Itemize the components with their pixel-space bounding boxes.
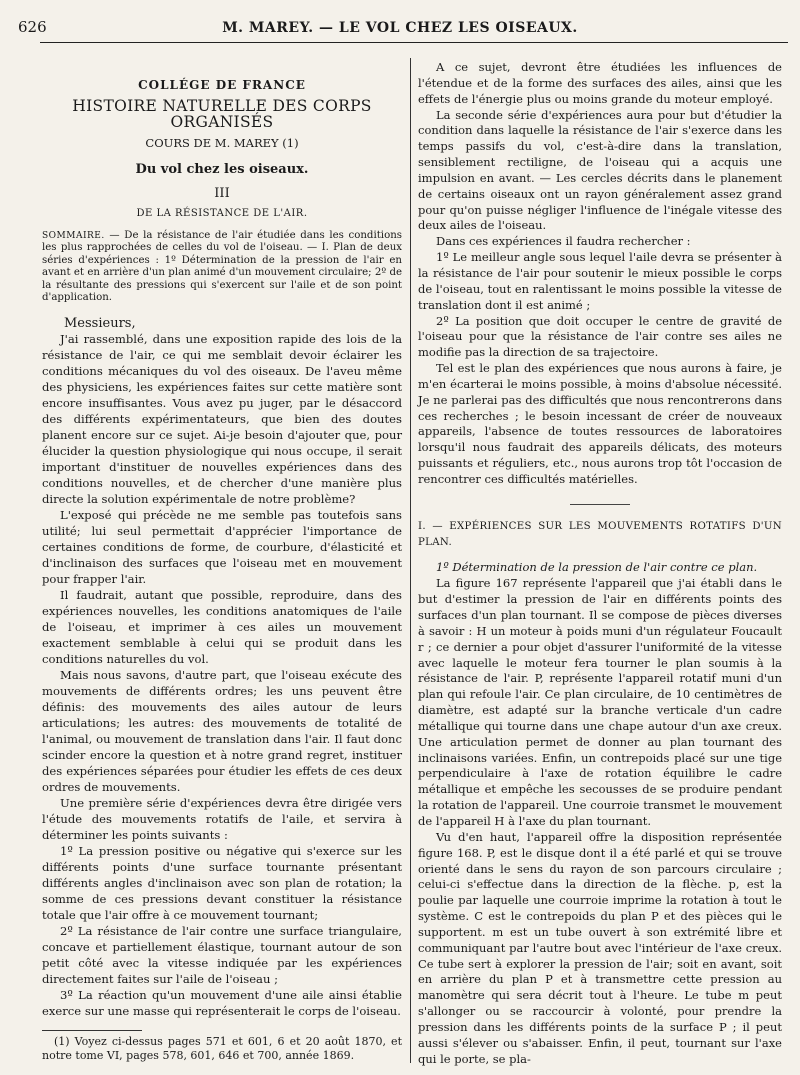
paragraph: 3º La réaction qu'un mouvement d'une aile ainsi établie exerce sur une masse qui représenterait le corps de l'oiseau. <box>42 987 402 1018</box>
right-column <box>418 60 782 1067</box>
paragraph: La figure 167 représente l'appareil que j'ai établi dans le but d'estimer la pression de l'air en différents points des surfaces d'un plan tournant. Il se compose de pièces diverses à savoir : H un moteur à poids muni d'un régulateur Foucault r ; ce dernier a pour objet d'assurer l'uniformité de la vitesse avec laquelle le moteur fera tourner le plan soumis à la résistance de l'air. P, représente l'appareil rotatif muni d'un plan qui refoule l'air. Ce plan circulaire, de 10 centimètres de diamètre, est adapté sur la branche verticale d'un cadre métallique qui tourne dans une chape autour d'un axe creux. Une articulation permet de donner au plan tournant des inclinaisons variées. Enfin, un contrepoids placé sur une tige perpendiculaire à l'axe de rotation équilibre le cadre métallique et empêche les secousses de se produire pendant la rotation de l'appareil. Une courroie transmet le mouvement de l'appareil H à l'axe du plan tournant. <box>418 576 782 828</box>
lecture-number: III <box>214 185 230 201</box>
subsection-title: 1º Détermination de la pression de l'air contre ce plan. <box>436 560 758 575</box>
section-heading-right: I. — EXPÉRIENCES SUR LES MOUVEMENTS ROTATIFS D'UN PLAN. <box>418 520 782 548</box>
paragraph: Mais nous savons, d'autre part, que l'oiseau exécute des mouvements de différents ordres; les uns peuvent être définis: des mouvements des ailes autour de leurs articulations; les autres: des mouvements de totalité de l'animal, ou mouvement de translation dans l'air. Il faut donc scinder encore la question et à notre grand regret, instituer des expériences séparées pour étudier les effets de ces deux ordres de mouvements. <box>42 667 402 794</box>
paragraph: Une première série d'expériences devra être dirigée vers l'étude des mouvements rotatifs de l'aile, et servira à déterminer les points suivants : <box>42 795 402 842</box>
paragraph: 2º La résistance de l'air contre une surface triangulaire, concave et partiellement élastique, tournant autour de son petit côté avec la vitesse indiquée par les expériences directement faites sur l'aile de l'oiseau ; <box>42 923 402 986</box>
course-title: HISTOIRE NATURELLE DES CORPS ORGANISÉS <box>72 96 372 131</box>
paragraph: Tel est le plan des expériences que nous aurons à faire, je m'en écarterai le moins possible, à moins d'absolue nécessité. Je ne parlerai pas des difficultés que nous rencontrerons dans ces recherches ; le besoin incessant de créer de nouveaux appareils, l'absence de toutes ressources de laboratoires lorsqu'il nous faudrait des appareils délicats, des moteurs puissants et réguliers, etc., nous aurons trop tôt l'occasion de rencontrer ces difficultés matérielles. <box>418 361 782 486</box>
paragraph: 2º La position que doit occuper le centre de gravité de l'oiseau pour que la résistance de l'air contre ses ailes ne modifie pas la direction de sa trajectoire. <box>418 313 782 360</box>
paragraph: Vu d'en haut, l'appareil offre la disposition représentée figure 168. P, est le disque dont il a été parlé et qui se trouve orienté dans le sens du rayon de son parcours circulaire ; celui-ci s'effectue dans la direction de la flèche. p, est la poulie par laquelle une courroie imprime la rotation à tout le système. C est le contrepoids du plan P et des pièces qui le supportent. m est un tube ouvert à son extrémité libre et communiquant par l'autre bout avec l'intérieur de l'axe creux. Ce tube sert à explorer la pression de l'air; soit en avant, soit en arrière du plan P et à transmettre cette pression au manomètre qui sera décrit tout à l'heure. Le tube m peut s'allonger ou se raccourcir à volonté, pour prendre la pression dans les différents points de la surface P ; il peut aussi s'élever ou s'abaisser. Enfin, il peut, tournant sur l'axe qui le porte, se pla- <box>418 829 782 1066</box>
column-divider <box>410 58 411 1063</box>
left-column <box>42 60 402 1063</box>
running-title: M. MAREY. — LE VOL CHEZ LES OISEAUX. <box>222 20 578 36</box>
paragraph: 1º La pression positive ou négative qui s'exerce sur les différents points d'une surface tournante présentant différents angles d'inclinaison avec son plan de rotation; la somme de ces pressions devant constituer la résistance totale que l'air offre à ce mouvement tournant; <box>42 843 402 922</box>
paragraph: A ce sujet, devront être étudiées les influences de l'étendue et de la forme des surfaces des ailes, ainsi que les effets de l'énergie plus ou moins grande du moteur employé. <box>418 60 782 106</box>
section-heading: DE LA RÉSISTANCE DE L'AIR. <box>136 207 308 219</box>
paragraph: 1º Le meilleur angle sous lequel l'aile devra se présenter à la résistance de l'air pour soutenir le mieux possible le corps de l'oiseau, tout en ralentissant le moins possible la vitesse de translation dont il est animé ; <box>418 250 782 312</box>
paragraph: Il faudrait, autant que possible, reproduire, dans des expériences nouvelles, les conditions anatomiques de l'aile de l'oiseau, et imprimer à ces ailes un mouvement exactement semblable à celui qui se produit dans les conditions naturelles du vol. <box>42 588 402 666</box>
course-by: COURS DE M. MAREY (1) <box>145 135 299 150</box>
paragraph: La seconde série d'expériences aura pour but d'étudier la condition dans laquelle la résistance de l'air s'exerce dans les temps passifs du vol, c'est-à-dire dans la translation, sensiblement rectiligne, de l'oiseau qui a acquis une impulsion en avant. — Les cercles décrits dans le planement de certains oiseaux ont un rayon généralement assez grand pour qu'on puisse négliger l'influence de l'inégale vitesse des deux ailes de l'oiseau. <box>418 107 782 233</box>
section-rule <box>570 504 630 505</box>
page-number: 626 <box>18 18 47 36</box>
footnote: (1) Voyez ci-dessus pages 571 et 601, 6 et 20 août 1870, et notre tome VI, pages 578, 601, 646 et 700, année 1869. <box>42 1034 402 1062</box>
summary-text: — De la résistance de l'air étudiée dans les conditions les plus rapprochées de celles du vol de l'oiseau. — I. Plan de deux séries d'expériences : 1º Détermination de la pression de l'air en avant et en arrière d'un plan animé d'un mouvement circulaire; 2º de la résultante des pressions qui s'exercent sur l'aile et de son point d'application. <box>42 229 402 303</box>
paragraph: L'exposé qui précède ne me semble pas toutefois sans utilité; lui seul permettait d'apprécier l'importance de certaines conditions de forme, de courbure, d'élasticité et d'inclinaison des surfaces que l'oiseau met en mouvement pour frapper l'air. <box>42 508 402 587</box>
summary <box>42 230 402 304</box>
paragraph: J'ai rassemblé, dans une exposition rapide des lois de la résistance de l'air, ce qui me semblait devoir éclairer les conditions mécaniques du vol des oiseaux. De l'aveu même des physiciens, les expériences faites sur cette matière sont encore insuffisantes. Vous avez pu juger, par le désaccord des différents expérimentateurs, que bien des doutes planent encore sur ce sujet. Ai-je besoin d'ajouter que, pour élucider la question physiologique qui nous occupe, il serait important d'instituer de nouvelles expériences dans des conditions nouvelles, et de chercher d'une manière plus directe la solution expérimentale de notre problème? <box>42 332 402 507</box>
institution: COLLÉGE DE FRANCE <box>138 78 306 92</box>
salutation: Messieurs, <box>64 316 136 332</box>
footnote-rule <box>42 1030 142 1031</box>
lecture-title: Du vol chez les oiseaux. <box>135 161 309 177</box>
summary-label: SOMMAIRE. <box>42 230 105 241</box>
paragraph: Dans ces expériences il faudra rechercher : <box>436 234 691 249</box>
